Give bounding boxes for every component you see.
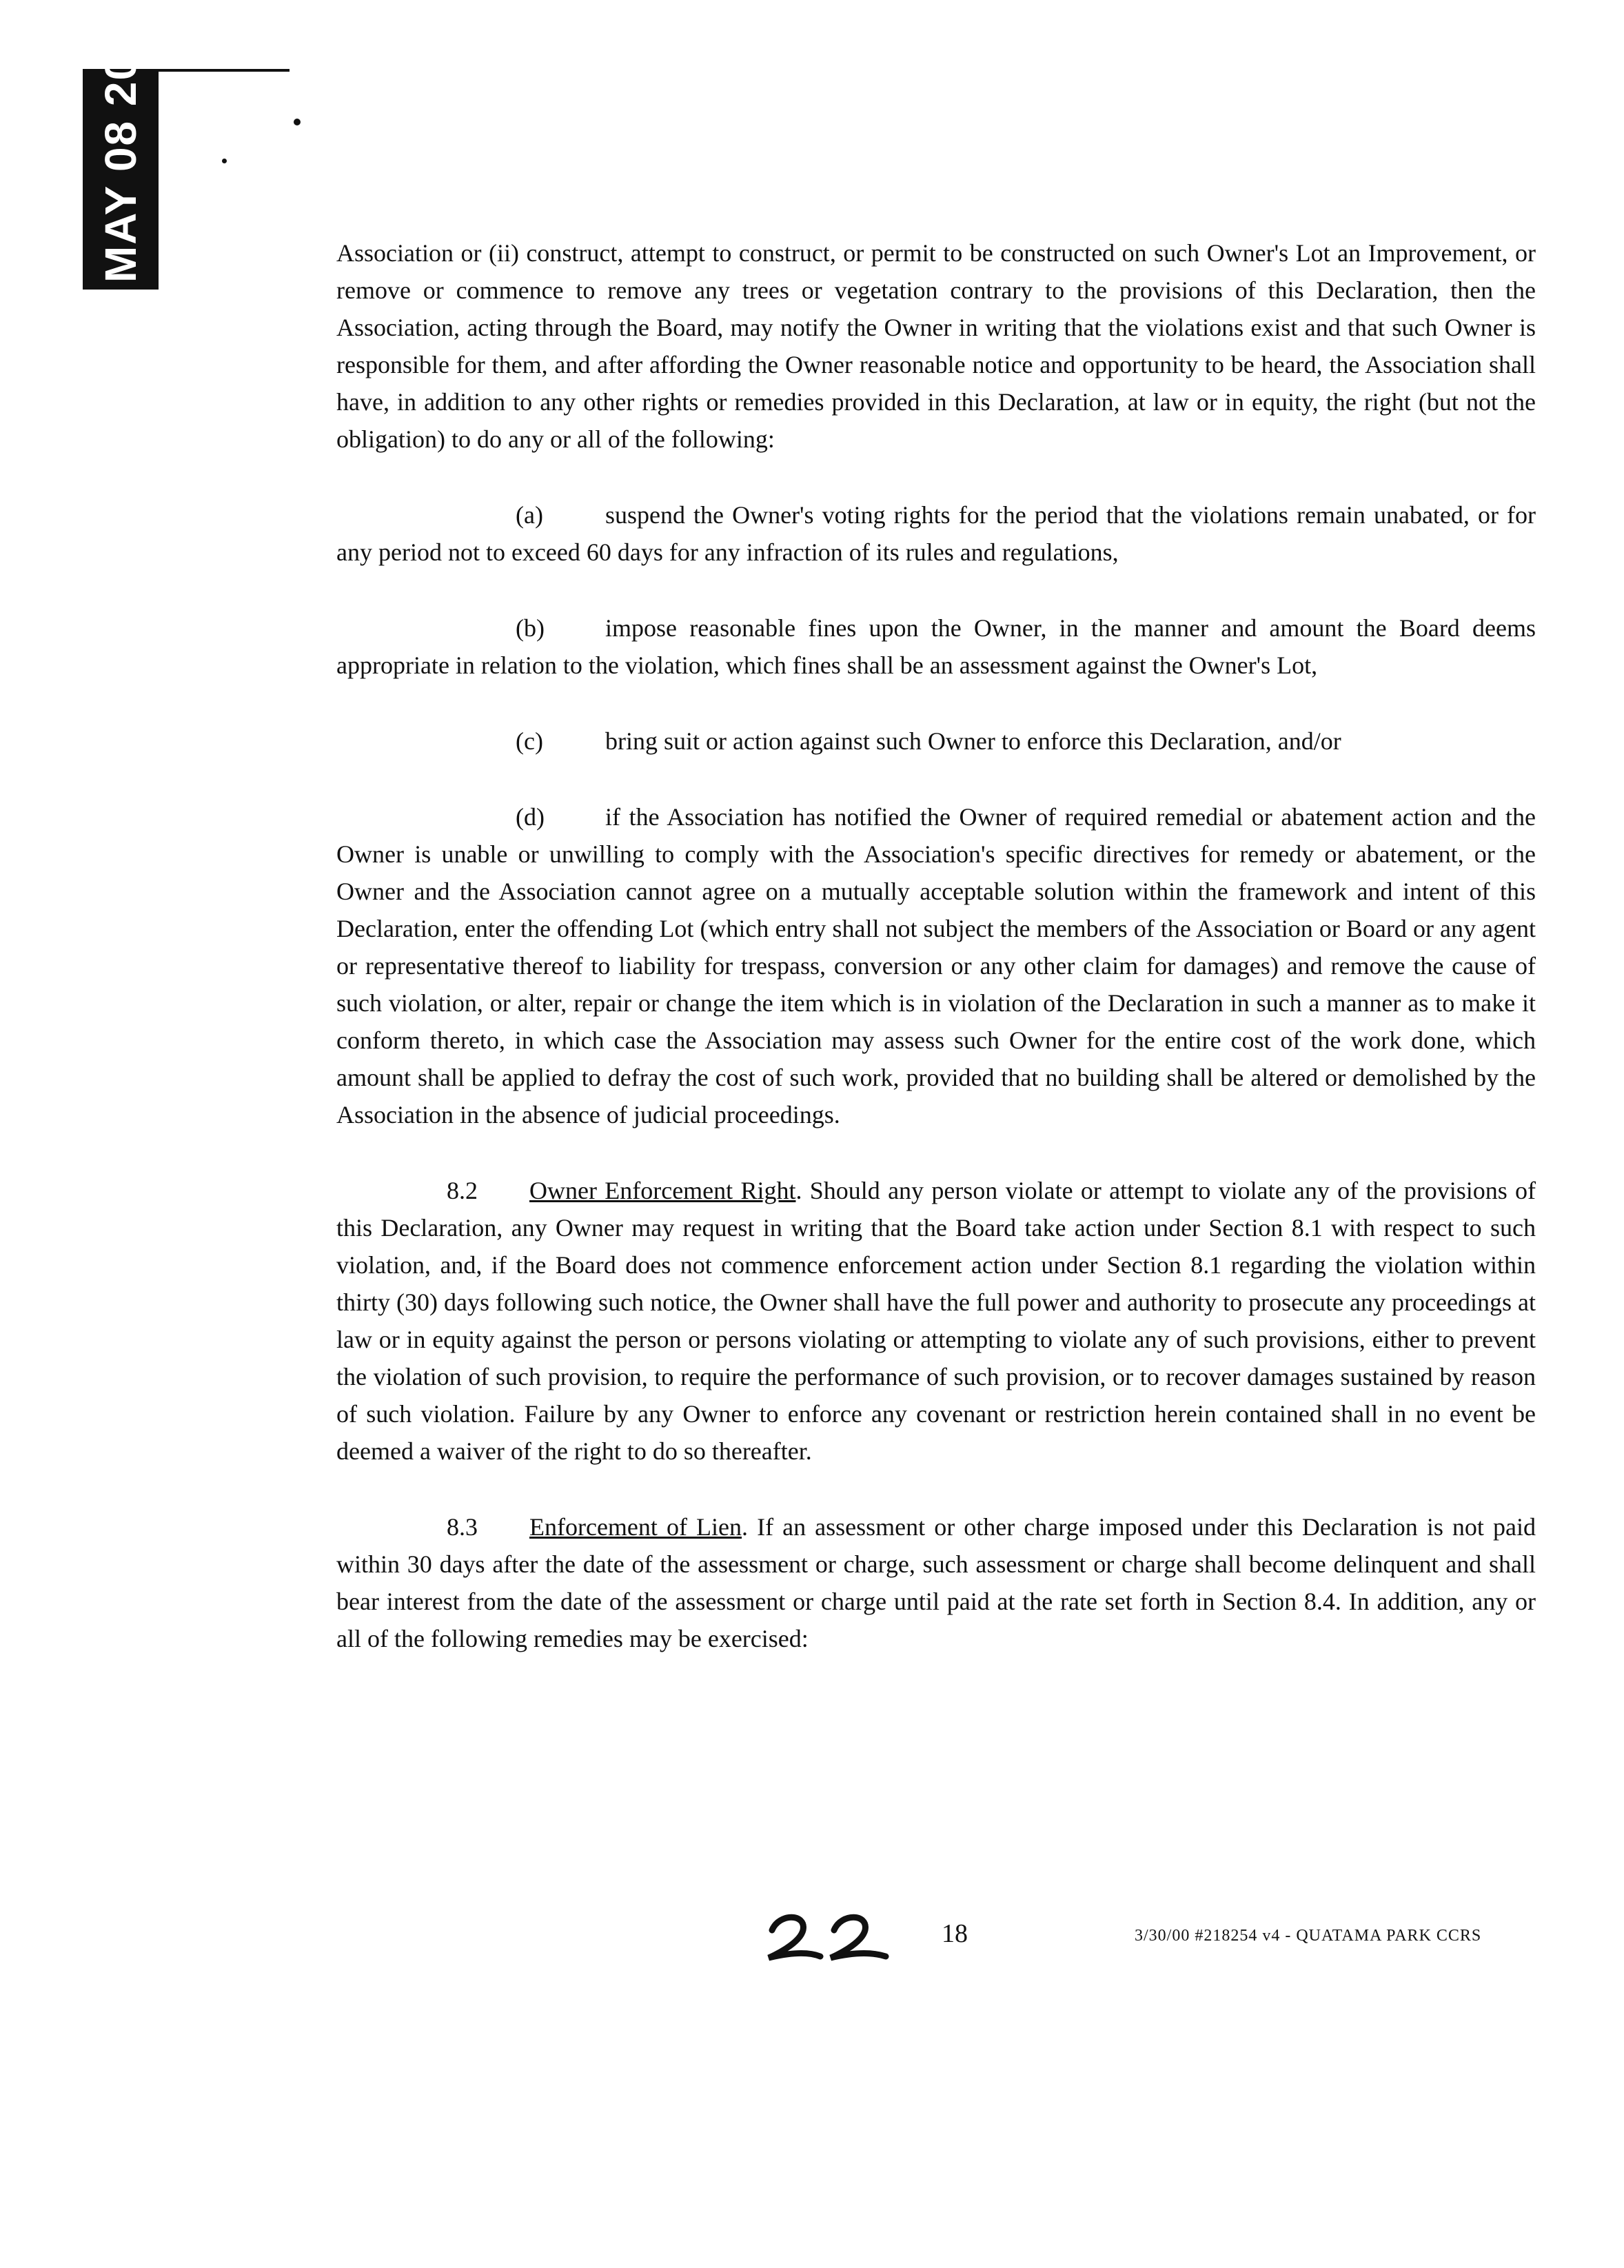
handwritten-page-mark	[758, 1903, 896, 1965]
stamp-rule	[159, 69, 290, 72]
section-8-3	[336, 1508, 1536, 1657]
item-label: (c)	[516, 727, 543, 755]
intro-paragraph: Association or (ii) construct, attempt to construct, or permit to be constructed on such Owner's Lot an Improvement, or remove or commence to remove any trees or vegetation contrary to the provisions of this Declaration, then the Association, acting through the Board, may notify the Owner in writing that the violations exist and that such Owner is responsible for them, and after affording the Owner reasonable notice and opportunity to be heard, the Association shall have, in addition to any other rights or remedies provided in this Declaration, at law or in equity, the right (but not the obligation) to do any or all of the following:	[336, 239, 1536, 453]
section-number: 8.2	[447, 1177, 478, 1204]
item-text: impose reasonable fines upon the Owner, in the manner and amount the Board deems appropriate in relation to the violation, which fines shall be an assessment against the Owner's Lot,	[336, 614, 1536, 679]
page-number: 18	[942, 1919, 968, 1948]
list-item-b	[336, 609, 1536, 684]
speck-mark	[294, 119, 301, 125]
item-label: (d)	[516, 803, 545, 831]
speck-mark	[222, 159, 227, 163]
section-number: 8.3	[447, 1513, 478, 1541]
stamp-date: MAY 08 2000	[96, 2, 145, 283]
list-item-c	[336, 722, 1536, 760]
item-text: bring suit or action against such Owner to enforce this Declaration, and/or	[605, 727, 1341, 755]
list-item-d	[336, 798, 1536, 1133]
item-label: (a)	[516, 501, 543, 529]
section-8-2	[336, 1172, 1536, 1470]
item-text: suspend the Owner's voting rights for the period that the violations remain unabated, or for any period not to exceed 60 days for any infraction of its rules and regulations,	[336, 501, 1536, 566]
item-label: (b)	[516, 614, 545, 642]
item-text: if the Association has notified the Owner of required remedial or abatement action and the Owner is unable or unwilling to comply with the Association's specific directives for remedy or abatement, or the Owner and the Association cannot agree on a mutually acceptable solution within the framework and intent of this Declaration, enter the offending Lot (which entry shall not subject the members of the Association or Board or any agent or representative thereof to liability for trespass, conversion or any other claim for damages) and remove the cause of such violation, or alter, repair or change the item which is in violation of the Declaration in such a manner as to make it conform thereto, in which case the Association may assess such Owner for the entire cost of the work done, which amount shall be applied to defray the cost of such work, provided that no building shall be altered or demolished by the Association in the absence of judicial proceedings.	[336, 803, 1536, 1128]
document-reference: 3/30/00 #218254 v4 - QUATAMA PARK CCRS	[1135, 1927, 1482, 1945]
section-text: . Should any person violate or attempt to violate any of the provisions of this Declaration, any Owner may request in writing that the Board take action under Section 8.1 with respect to such violation, and, if the Board does not commence enforcement action under Section 8.1 regarding the violation within thirty (30) days following such notice, the Owner shall have the full power and authority to prosecute any proceedings at law or in equity against the person or persons violating or attempting to violate any of such provisions, either to prevent the violation of such provision, to require the performance of such provision, or to recover damages sustained by reason of such violation. Failure by any Owner to enforce any covenant or restriction herein contained shall in no event be deemed a waiver of the right to do so thereafter.	[336, 1177, 1536, 1465]
section-text: . If an assessment or other charge imposed under this Declaration is not paid within 30 days after the date of the assessment or charge, such assessment or charge shall become delinquent and shall bear interest from the date of the assessment or charge until paid at the rate set forth in Section 8.4. In addition, any or all of the following remedies may be exercised:	[336, 1513, 1536, 1652]
section-heading: Enforcement of Lien	[529, 1513, 742, 1541]
document-body	[336, 234, 1536, 1696]
section-heading: Owner Enforcement Right	[529, 1177, 796, 1204]
list-item-a	[336, 496, 1536, 571]
